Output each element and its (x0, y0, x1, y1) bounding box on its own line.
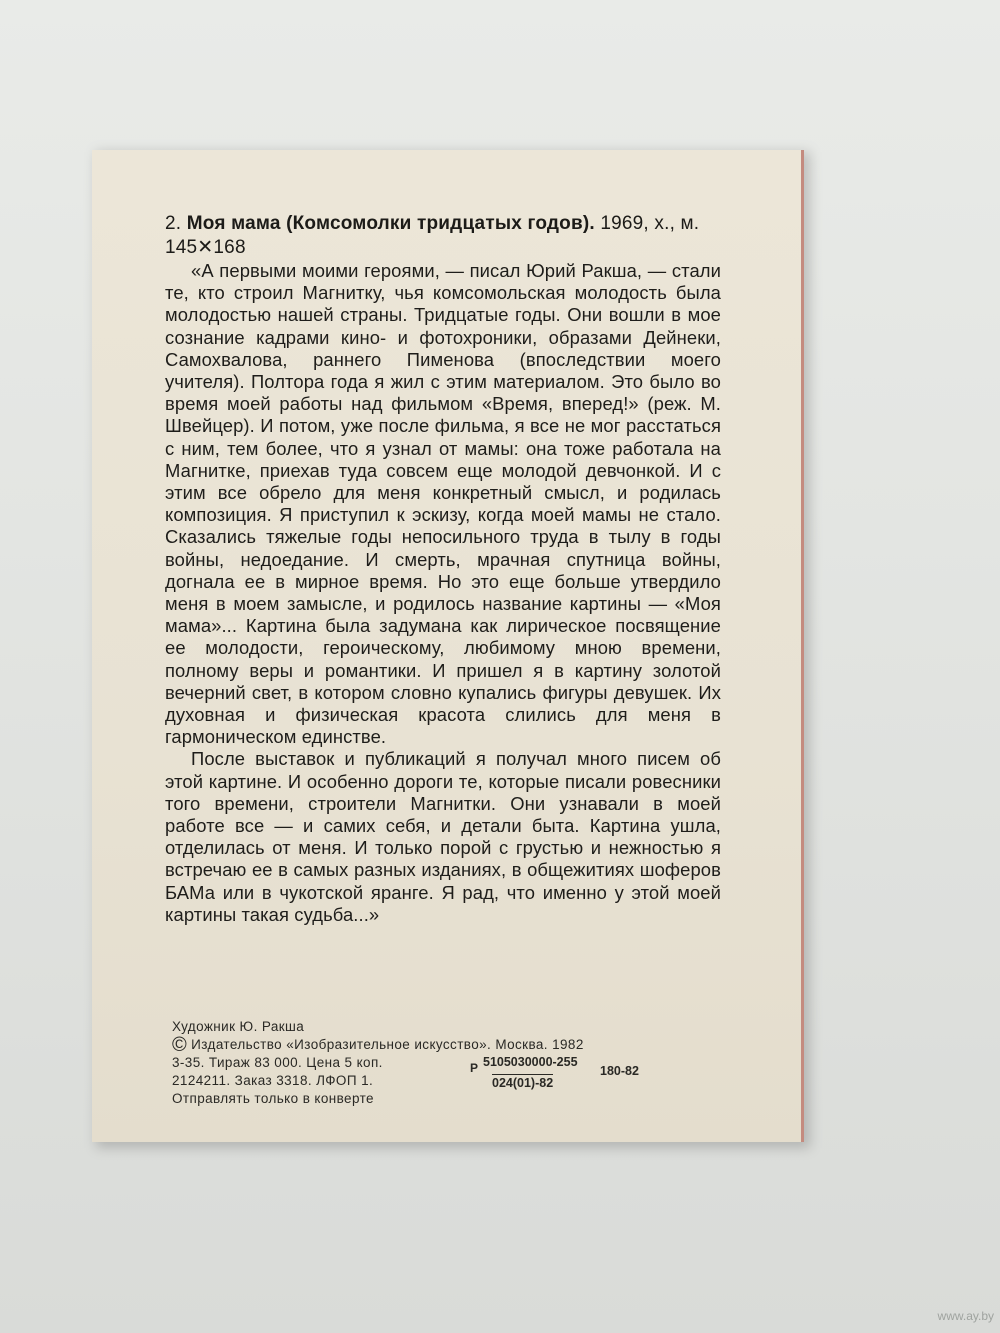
mailing-note: Отправлять только в конверте (172, 1091, 374, 1106)
artwork-details: 1969, х., м. (600, 213, 700, 234)
index-denominator: 024(01)-82 (492, 1076, 554, 1090)
index-numerator: 5105030000-255 (483, 1055, 578, 1069)
artwork-size: 145✕168 (165, 237, 246, 258)
publisher-text: Издательство «Изобразительное искусство». Москва. 1982 (191, 1037, 584, 1052)
artist-credit: Художник Ю. Ракша (172, 1019, 305, 1034)
publisher-line (172, 1036, 692, 1054)
order-line: 2124211. Заказ 3318. ЛФОП 1. (172, 1073, 374, 1088)
index-suffix: 180-82 (600, 1064, 639, 1078)
quote-paragraph-1: «А первыми моими героями, — писал Юрий Ракша, — стали те, кто строил Магнитку, чья комсомольская молодость была молодостью нашей страны. Тридцатые годы. Они вошли в мое сознание кадрами кино- и фотохроники, образами Дейнеки, Самохвалова, раннего Пименова (впоследствии моего учителя). Полтора года я жил с этим материалом. Это было во время моей работы над фильмом «Время, вперед!» (реж. М. Швейцер). И потом, уже после фильма, я все не мог расстаться с ним, тем более, что я узнал от мамы: она тоже работала на Магнитке, приехав туда совсем еще молодой девчонкой. И с этим все обрело для меня конкретный смысл, и родилась композиция. Я приступил к эскизу, когда моей мамы не стало. Сказались тяжелые годы непосильного труда в тылу в годы войны, недоедание. И смерть, мрачная спутница войны, догнала ее в мирное время. Но это еще больше утвердило меня в моем замысле, и родилось название картины — «Моя мама»... Картина была задумана как лирическое посвящение ее молодости, героическому, любимому мною времени, полному веры и романтики. И пришел я в картину золотой вечерний свет, в котором словно купались фигуры девушек. Их духовная и физическая красота слились для меня в гармоническом единстве. (165, 260, 721, 748)
index-prefix: Р (470, 1061, 479, 1075)
postcard-back (92, 150, 804, 1142)
artist-quote (165, 260, 721, 926)
artwork-number: 2. (165, 213, 182, 234)
quote-paragraph-2: После выставок и публикаций я получал много писем об этой картине. И особенно дороги те, которые писали ровесники того времени, строители Магнитки. Они узнавали в моей работе все — и самих себя, и детали быта. Картина ушла, отделилась от меня. И только порой с грустью и нежностью я встречаю ее в самых разных изданиях, в общежитиях шоферов БАМа или в чукотской яранге. Я рад, что именно у этой моей картины такая судьба...» (165, 748, 721, 925)
site-watermark: www.ay.by (937, 1309, 994, 1323)
artwork-title: Моя мама (Комсомолки тридцатых годов). (186, 213, 595, 234)
copyright-icon: © (172, 1034, 188, 1056)
print-run-line: 3-35. Тираж 83 000. Цена 5 коп. (172, 1055, 383, 1070)
publication-imprint (172, 1018, 692, 1108)
artwork-heading (165, 212, 765, 260)
